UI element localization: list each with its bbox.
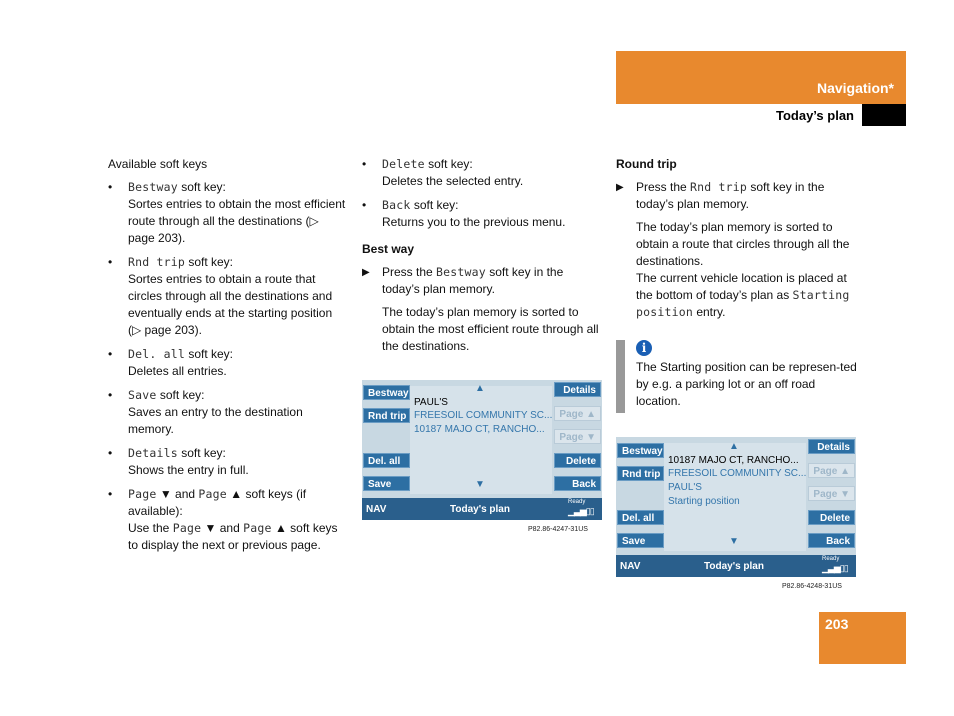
softkey-del-all[interactable]: Del. all bbox=[617, 510, 664, 525]
softkey-name: Page bbox=[243, 521, 272, 535]
softkey-name: Del. all bbox=[128, 347, 185, 361]
scroll-up-icon: ▲ bbox=[475, 383, 485, 394]
list-item: • Del. all soft key: Deletes all entries. bbox=[108, 347, 234, 378]
softkey-description: Deletes all entries. bbox=[128, 364, 227, 378]
text: Press the bbox=[636, 180, 691, 194]
status-title: Today's plan bbox=[450, 504, 510, 515]
text: ▼ and bbox=[156, 487, 199, 501]
status-bar bbox=[362, 498, 602, 520]
column-3 bbox=[616, 156, 861, 321]
softkey-suffix: soft key: bbox=[410, 198, 459, 212]
note-text: The Starting position can be represen-ted by e.g. a parking lot or an off road location. bbox=[636, 360, 857, 408]
softkey-description: Shows the entry in full. bbox=[128, 463, 249, 477]
note-bar bbox=[616, 340, 625, 413]
status-title: Today's plan bbox=[704, 561, 764, 572]
softkey-description: Returns you to the previous menu. bbox=[382, 215, 566, 229]
softkey-description: Saves an entry to the destination memory. bbox=[128, 405, 303, 436]
softkey-name: Back bbox=[382, 198, 411, 212]
list-item: • Bestway soft key: Sortes entries to obtain the most efficient route through all the destinations (▷ page 203). bbox=[108, 180, 346, 245]
softkey-description: Sortes entries to obtain the most efficient route through all the destinations (▷ page 203). bbox=[128, 197, 346, 245]
paragraph: The today’s plan memory is sorted to obtain the most efficient route through all the destinations. bbox=[382, 305, 599, 353]
subsection-title: Today’s plan bbox=[775, 108, 854, 123]
softkey-back[interactable]: Back bbox=[808, 533, 855, 548]
list-item: • Back soft key: Returns you to the previous menu. bbox=[362, 198, 566, 229]
scroll-down-icon: ▼ bbox=[729, 536, 739, 547]
softkey-name: Page bbox=[128, 487, 157, 501]
display-screenshot-2 bbox=[616, 437, 856, 577]
softkey-page-down[interactable]: Page ▼ bbox=[554, 429, 601, 444]
softkey-page-up[interactable]: Page ▲ bbox=[554, 406, 601, 421]
step bbox=[362, 264, 602, 298]
softkey-page-down[interactable]: Page ▼ bbox=[808, 486, 855, 501]
text: soft key in the today’s plan memory. bbox=[636, 180, 825, 211]
softkey-name: Rnd trip bbox=[128, 255, 185, 269]
column-2 bbox=[362, 156, 602, 355]
list-item[interactable]: Starting position bbox=[668, 496, 740, 507]
display-screenshot-1 bbox=[362, 380, 602, 520]
softkey-suffix: soft key: bbox=[177, 180, 226, 194]
list-item[interactable]: FREESOIL COMMUNITY SC... bbox=[668, 468, 807, 479]
softkey-page-up[interactable]: Page ▲ bbox=[808, 463, 855, 478]
arrow-right-icon: ▶ bbox=[362, 267, 370, 278]
list-item: • Save soft key: Saves an entry to the destination memory. bbox=[108, 388, 303, 436]
scroll-down-icon: ▼ bbox=[475, 479, 485, 490]
header-band bbox=[616, 51, 906, 104]
page-number: 203 bbox=[825, 616, 849, 632]
softkey-bestway[interactable]: Bestway bbox=[363, 385, 410, 400]
status-nav: NAV bbox=[366, 504, 387, 515]
status-nav: NAV bbox=[620, 561, 641, 572]
arrow-right-icon: ▶ bbox=[616, 182, 624, 193]
paragraph bbox=[616, 270, 861, 321]
softkey-delete[interactable]: Delete bbox=[554, 453, 601, 468]
image-code: P82.86-4247-31US bbox=[528, 526, 588, 533]
softkey-description: Deletes the selected entry. bbox=[382, 174, 524, 188]
softkey-name: Bestway bbox=[436, 265, 486, 279]
text: Use the bbox=[128, 521, 173, 535]
softkey-name: Details bbox=[128, 446, 178, 460]
list-item: • Rnd trip soft key: Sortes entries to obtain a route that circles through all the destinations and eventually ends at the starting position (▷ page 203). bbox=[108, 255, 333, 337]
page-number-band bbox=[819, 612, 906, 664]
paragraph: The today’s plan memory is sorted to obtain a route that circles through all the destinations. bbox=[636, 220, 850, 268]
softkey-suffix: soft key: bbox=[185, 347, 234, 361]
column-1 bbox=[108, 156, 348, 561]
heading-round-trip: Round trip bbox=[616, 157, 677, 171]
scroll-up-icon: ▲ bbox=[729, 441, 739, 452]
softkey-name: Save bbox=[128, 388, 157, 402]
ready-label: Ready bbox=[822, 556, 840, 562]
softkey-name: Page bbox=[198, 487, 227, 501]
text: Press the bbox=[382, 265, 437, 279]
text: The current vehicle location is placed at the bottom of today’s plan as bbox=[636, 271, 847, 302]
softkey-name: Bestway bbox=[128, 180, 178, 194]
heading-best-way: Best way bbox=[362, 242, 415, 256]
status-bar bbox=[616, 555, 856, 577]
section-title: Navigation* bbox=[816, 80, 894, 96]
softkey-suffix: soft key: bbox=[177, 446, 226, 460]
softkey-back[interactable]: Back bbox=[554, 476, 601, 491]
softkey-description: Sortes entries to obtain a route that circles through all the destinations and eventually ends at the starting position (▷ page 203). bbox=[128, 272, 333, 337]
softkey-rnd-trip[interactable]: Rnd trip bbox=[363, 408, 410, 423]
text: soft key in the today’s plan memory. bbox=[382, 265, 564, 296]
softkey-name: Page bbox=[172, 521, 202, 535]
softkey-name: Starting position bbox=[636, 288, 850, 319]
list-item[interactable]: PAUL'S bbox=[414, 397, 448, 408]
list-item[interactable]: 10187 MAJO CT, RANCHO... bbox=[668, 455, 799, 466]
softkey-suffix: soft key: bbox=[185, 255, 234, 269]
text: ▲ soft keys (if available): bbox=[128, 487, 307, 518]
text: ▼ and bbox=[201, 521, 244, 535]
list-item[interactable]: FREESOIL COMMUNITY SC... bbox=[414, 410, 553, 421]
ready-label: Ready bbox=[568, 499, 586, 505]
signal-icon: ▁▃▅▯▯ bbox=[822, 563, 848, 573]
list-item[interactable]: 10187 MAJO CT, RANCHO... bbox=[414, 424, 545, 435]
softkey-details[interactable]: Details bbox=[554, 382, 601, 397]
subsection-band bbox=[616, 104, 906, 126]
list-item: • Page ▼ and Page ▲ soft keys (if available): Use the Page ▼ and Page ▲ soft keys to display the next or previous page. bbox=[108, 487, 338, 552]
softkey-del-all[interactable]: Del. all bbox=[363, 453, 410, 468]
text: entry. bbox=[693, 305, 726, 319]
subsection-marker bbox=[862, 104, 906, 126]
list-item[interactable]: PAUL'S bbox=[668, 482, 702, 493]
text: ▲ soft keys to display the next or previous page. bbox=[128, 521, 338, 552]
softkey-rnd-trip[interactable]: Rnd trip bbox=[617, 466, 664, 481]
softkey-suffix: soft key: bbox=[424, 157, 473, 171]
signal-icon: ▁▃▅▯▯ bbox=[568, 506, 594, 516]
intro-text: Available soft keys bbox=[108, 157, 208, 171]
image-code: P82.86-4248-31US bbox=[782, 583, 842, 590]
softkey-save[interactable]: Save bbox=[363, 476, 410, 491]
info-icon: i bbox=[636, 340, 652, 356]
step bbox=[616, 179, 861, 213]
softkey-delete[interactable]: Delete bbox=[808, 510, 855, 525]
list-item: • Details soft key: Shows the entry in full. bbox=[108, 446, 249, 477]
list-item: • Delete soft key: Deletes the selected entry. bbox=[362, 157, 524, 188]
softkey-bestway[interactable]: Bestway bbox=[617, 443, 664, 458]
softkey-name: Delete bbox=[382, 157, 425, 171]
softkey-save[interactable]: Save bbox=[617, 533, 664, 548]
softkey-name: Rnd trip bbox=[690, 180, 748, 194]
softkey-details[interactable]: Details bbox=[808, 439, 855, 454]
softkey-suffix: soft key: bbox=[156, 388, 205, 402]
